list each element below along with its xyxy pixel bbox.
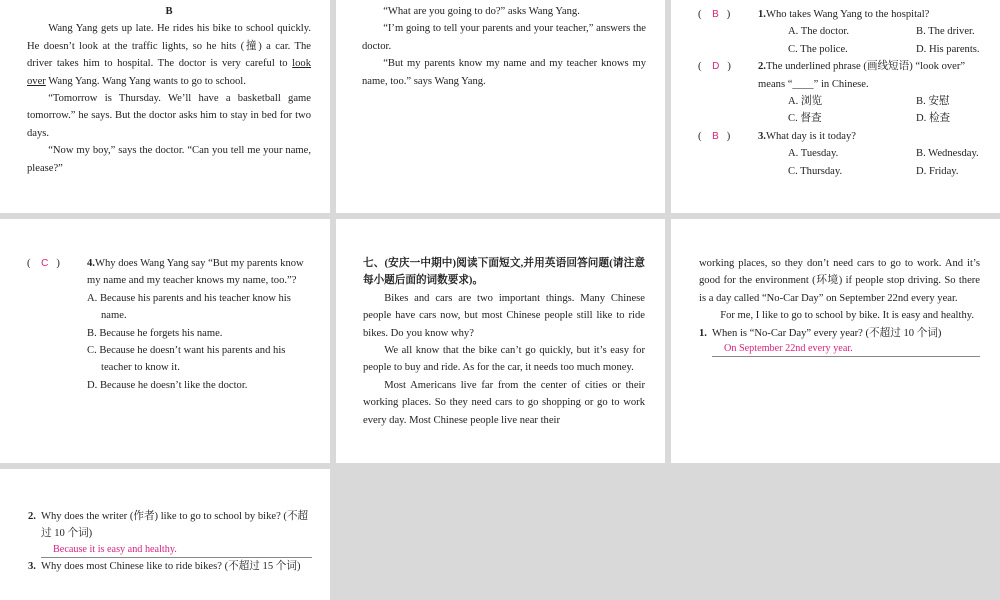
option: B. The driver. (916, 26, 975, 38)
answer-letter: B (712, 9, 719, 20)
passage-paragraph: “I’m going to tell your parents and your teacher,” answers the doctor. (362, 23, 646, 52)
paragraph-text: Wang Yang. Wang Yang wants to go to school. (45, 75, 246, 87)
questions-2-3-panel (0, 469, 330, 600)
passage-paragraph: “Tomorrow is Thursday. We’ll have a basketball game tomorrow.” he says. But the doctor asks him to stay in bed for two days. (27, 93, 311, 139)
question-4-panel (0, 219, 330, 463)
answer-bracket: ( D ) (698, 61, 731, 73)
underlined-phrase: look over (27, 58, 311, 87)
option: C. Because he doesn’t want his parents and his teacher to know it. (87, 345, 286, 374)
short-answer-question: 2. Why does the writer (作者) like to go to school by bike? (不超过 10 个词) (28, 508, 312, 543)
paragraph-text: Wang Yang gets up late. He rides his bike to school quickly. He doesn’t look at the traffic lights, so he hits (撞) a car. The driver takes him to hospital. The doctor is very careful to (27, 23, 311, 70)
passage-paragraph: Most Americans live far from the center of cities or their working places. So they need cars to go shopping or go to work every day. Most Chinese people live near their (363, 379, 645, 426)
passage-paragraph: working places, so they don’t need cars to go to work. And it’s good for the environment (环境) if people stop driving. So there is a day called “No-Car Day” on September 22nd every year. (699, 258, 980, 304)
short-answer-question: 3. Why does most Chinese like to ride bikes? (不超过 15 个词) (28, 558, 312, 575)
passage-b-continued-panel (336, 0, 665, 213)
answer-line: Because it is easy and healthy. (41, 543, 312, 558)
answer-bracket: ( C ) (27, 258, 60, 269)
question-text: 3.What day is it today? (758, 130, 856, 142)
questions-1-3-panel (671, 0, 1000, 213)
question-item (698, 58, 990, 128)
passage-paragraph: “But my parents know my name and my teacher knows my name, too.” says Wang Yang. (362, 58, 646, 87)
options (87, 290, 311, 394)
option: A. The doctor. (788, 26, 850, 38)
answer-letter: C (41, 258, 49, 269)
passage-paragraph: “Now my boy,” says the doctor. “Can you tell me your name, please?” (27, 145, 311, 174)
options (788, 23, 990, 58)
question-item (27, 255, 311, 290)
option: C. The police. (788, 43, 848, 55)
passage-b-panel (0, 0, 330, 213)
answer-line: On September 22nd every year. (712, 342, 980, 357)
question-text: Why does most Chinese like to ride bikes? (不超过 15 个词) (41, 560, 301, 572)
option: B. Because he forgets his name. (87, 327, 223, 339)
option: A. Tuesday. (788, 148, 839, 160)
question-item (698, 128, 990, 180)
option: D. Because he doesn’t like the doctor. (87, 379, 248, 391)
question-text: 4.Why does Wang Yang say “But my parents know my name and my teacher knows my name, too.”? (87, 258, 304, 287)
short-answer-question: 1. When is “No-Car Day” every year? (不超过 10 个词) (699, 325, 980, 342)
option: C. Thursday. (788, 165, 843, 177)
answer-letter: D (712, 61, 720, 73)
answer-letter: B (712, 130, 719, 142)
passage-paragraph (27, 20, 311, 90)
option: D. Friday. (916, 165, 959, 177)
option: D. His parents. (916, 43, 980, 55)
options (788, 145, 990, 180)
passage-paragraph: Bikes and cars are two important things. Many Chinese people have cars now, but most Chinese people still like to ride bikes. Do you know why? (363, 292, 645, 339)
section-heading: 七、(安庆一中期中)阅读下面短文,并用英语回答问题(请注意每小题后面的词数要求)。 (363, 258, 645, 287)
options (788, 93, 990, 128)
section-7-continued-panel (671, 219, 1000, 463)
question-text: Why does the writer (作者) like to go to school by bike? (不超过 10 个词) (41, 511, 309, 540)
question-text: 1.Who takes Wang Yang to the hospital? (758, 9, 930, 20)
question-text: When is “No-Car Day” every year? (不超过 10 个词) (712, 327, 942, 339)
option: C. 督查 (788, 113, 822, 125)
question-text: 2.The underlined phrase (画线短语) “look over” means “____” in Chinese. (758, 61, 966, 90)
option: D. 检查 (916, 113, 951, 125)
passage-paragraph: For me, I like to go to school by bike. It is easy and healthy. (720, 310, 974, 322)
option: A. Because his parents and his teacher know his name. (87, 292, 291, 322)
passage-paragraph: “What are you going to do?” asks Wang Yang. (383, 6, 580, 17)
option: B. 安慰 (916, 96, 950, 108)
answer-bracket: ( B ) (698, 130, 731, 142)
passage-paragraph: We all know that the bike can’t go quickly, but it’s easy for people to buy and ride. As for the car, it needs too much money. (363, 345, 645, 374)
section-7-passage-panel (336, 219, 665, 463)
passage-title: B (165, 6, 173, 17)
option: A. 浏览 (788, 96, 823, 108)
answer-bracket: ( B ) (698, 9, 731, 20)
option: B. Wednesday. (916, 148, 979, 160)
question-item (698, 6, 990, 58)
